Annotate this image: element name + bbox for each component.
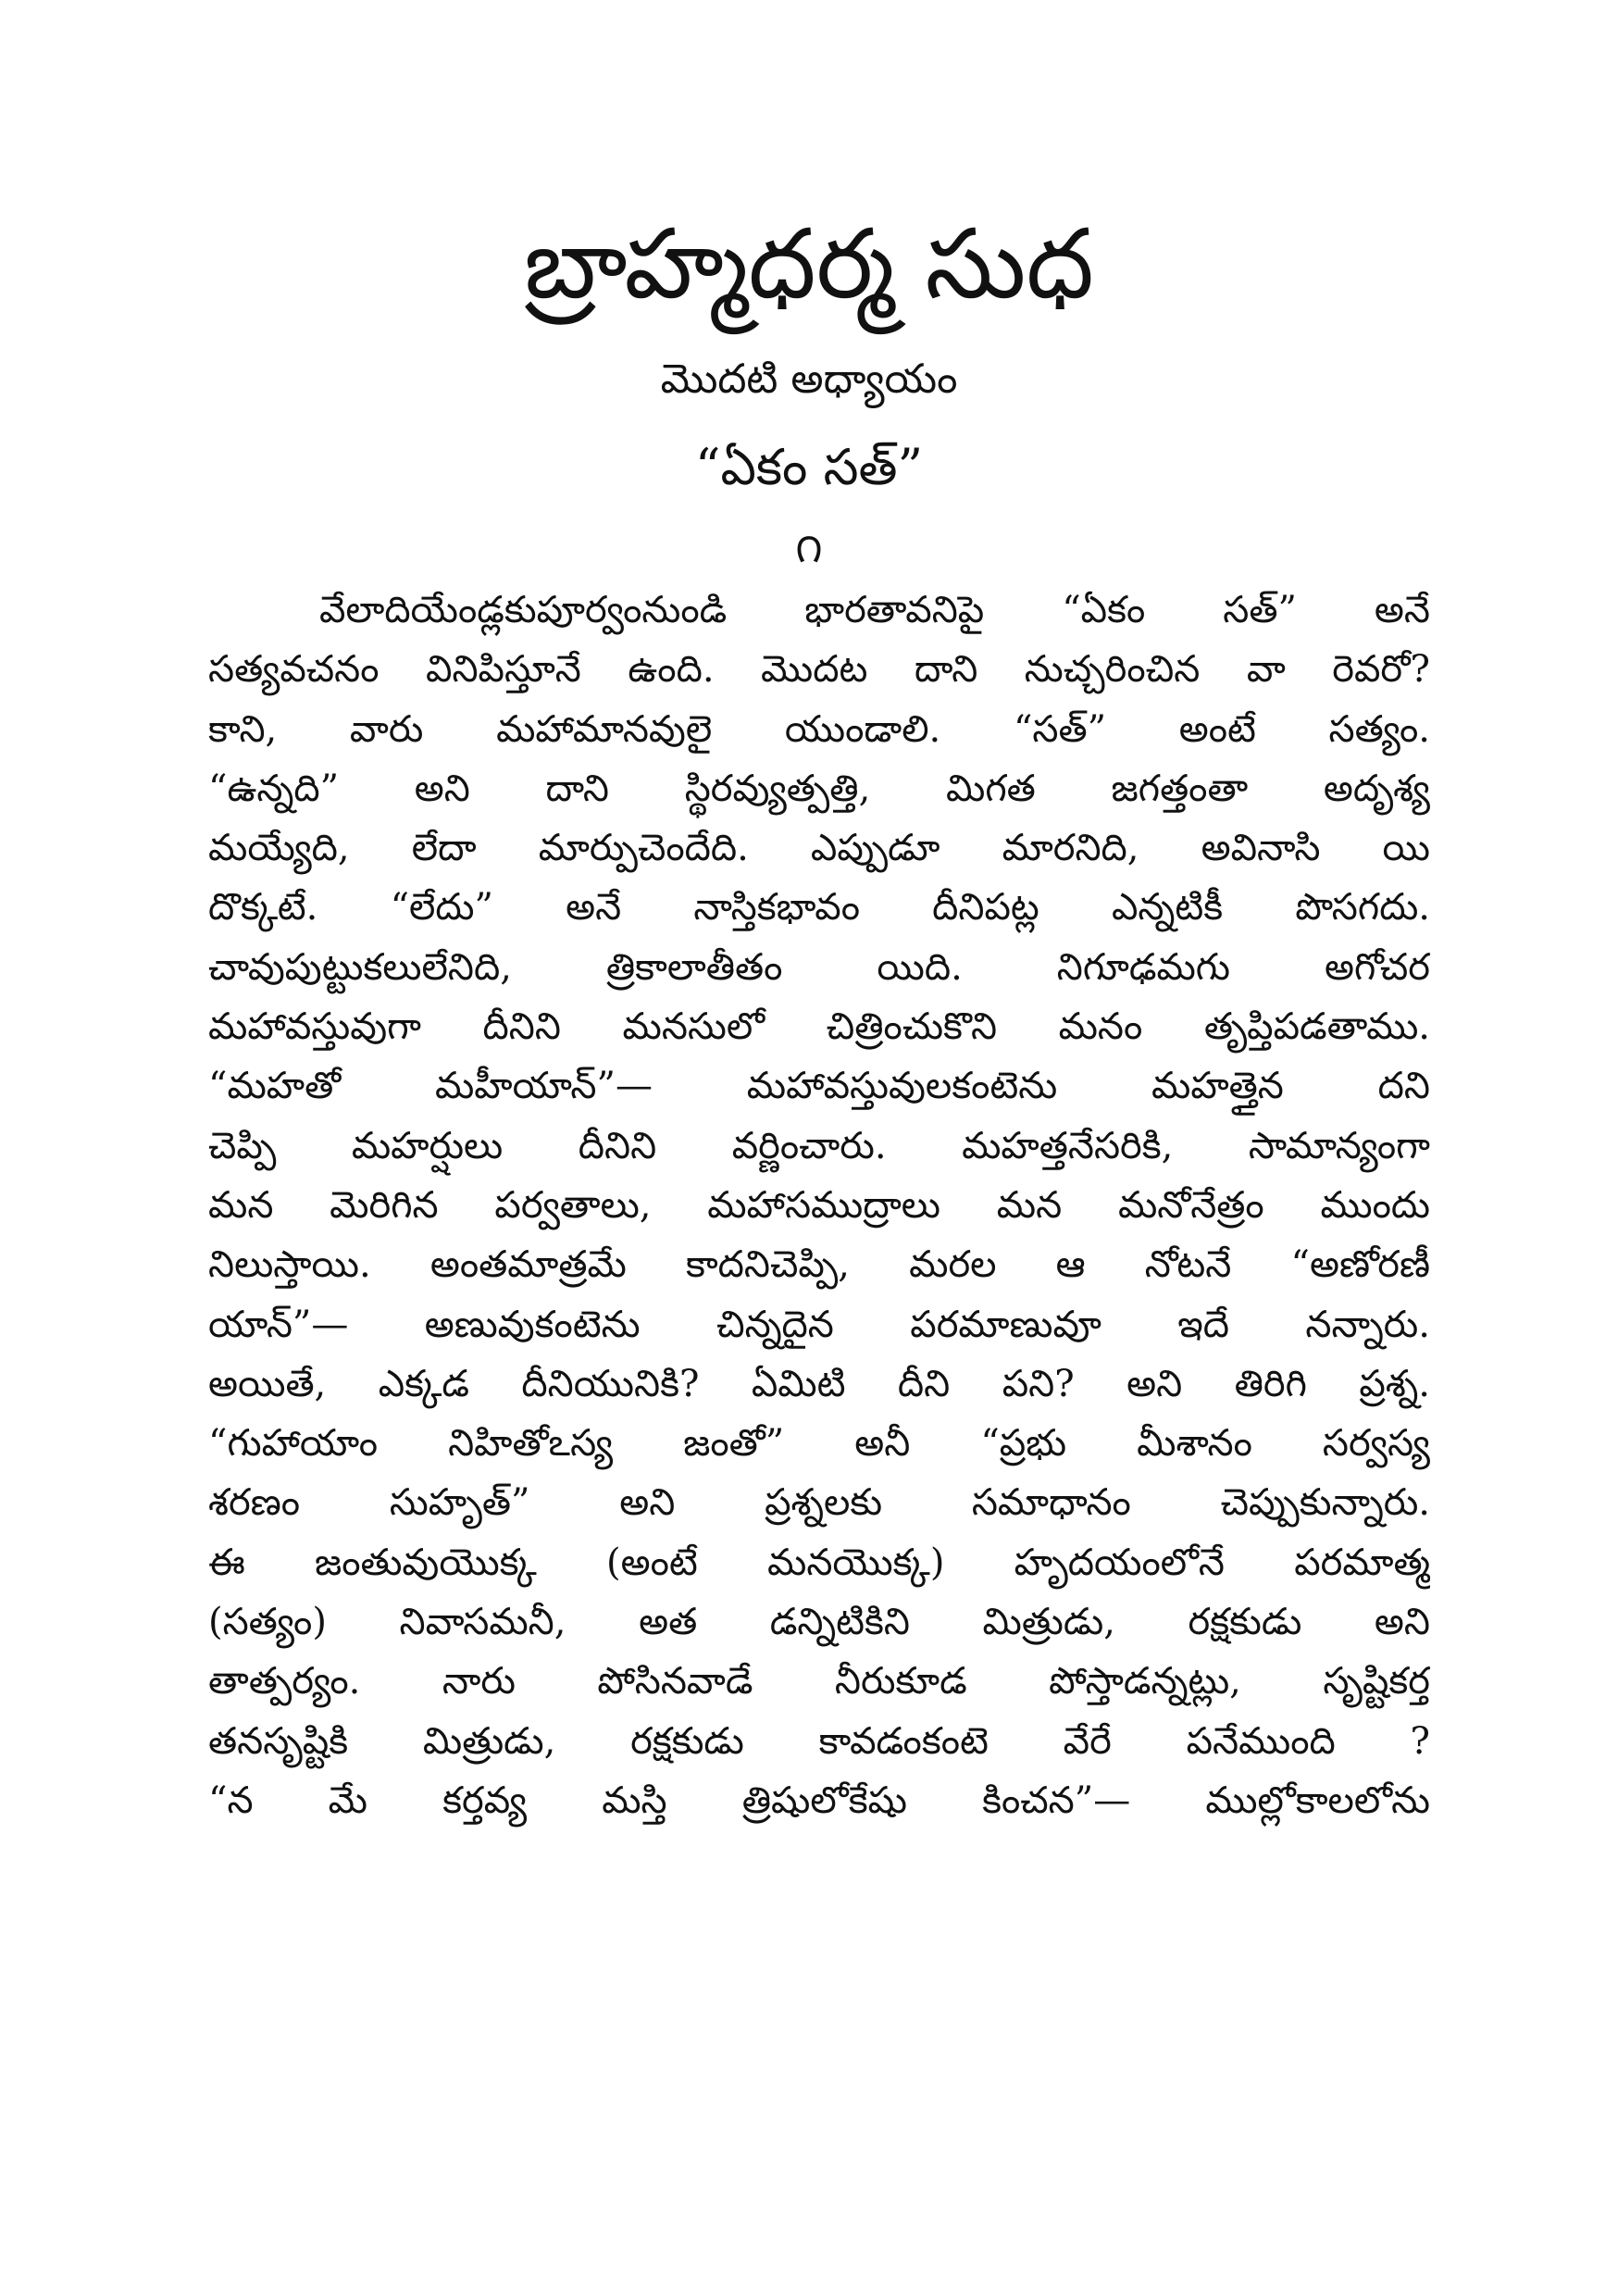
body-line: నిలుస్తాయి. అంతమాత్రమే కాదనిచెప్పి, మరల ఆ నోటనే “అణోరణీ — [208, 1243, 1430, 1287]
body-line: మయ్యేది, లేదా మార్పుచెందేది. ఎప్పుడూ మారనిది, అవినాసి యి — [208, 827, 1430, 870]
body-line: చావుపుట్టుకలులేనిది, త్రికాలాతీతం యిది. నిగూఢమగు అగోచర — [208, 945, 1430, 989]
body-line: (సత్యం) నివాసమనీ, అత డన్నిటికిని మిత్రుడు, రక్షకుడు అని — [208, 1601, 1430, 1644]
chapter-heading: మొదటి అధ్యాయం — [660, 356, 958, 403]
body-line: అయితే, ఎక్కడ దీనియునికి? ఏమిటి దీని పని? అని తిరిగి ప్రశ్న. — [208, 1362, 1430, 1405]
body-line: “ఉన్నది” అని దాని స్థిరవ్యుత్పత్తి, మిగత జగత్తంతా అదృశ్య — [208, 767, 1430, 810]
body-line: వేలాదియేండ్లకుపూర్వంనుండి భారతావనిపై “ఏకం సత్” అనే — [319, 589, 1430, 631]
body-line: శరణం సుహృత్” అని ప్రశ్నలకు సమాధానం చెప్పుకున్నారు. — [208, 1481, 1430, 1525]
body-line: మన మెరిగిన పర్వతాలు, మహాసముద్రాలు మన మనోనేత్రం ముందు — [208, 1183, 1430, 1227]
page-title: బ్రాహ్మధర్మ సుధ — [524, 207, 1094, 320]
body-line: “గుహాయాం నిహితోఽస్య జంతో” అనీ “ప్రభు మీశానం సర్వస్య — [208, 1422, 1430, 1466]
body-line: ఈ జంతువుయొక్క (అంటే మనయొక్క) హృదయంలోనే పరమాత్మ — [208, 1541, 1430, 1584]
body-line: తనసృష్టికి మిత్రుడు, రక్షకుడు కావడంకంటె వేరే పనేముంది ? — [208, 1719, 1430, 1763]
body-line: మహావస్తువుగా దీనిని మనసులో చిత్రించుకొని మనం తృప్తిపడతాము. — [208, 1005, 1430, 1049]
section-number: ౧ — [795, 525, 823, 572]
body-line: “న మే కర్తవ్య మస్తి త్రిషులోకేషు కించన”— ముల్లోకాలలోను — [208, 1778, 1430, 1822]
section-subtitle: “ఏకం సత్” — [694, 438, 924, 496]
body-line: సత్యవచనం వినిపిస్తూనే ఉంది. మొదట దాని నుచ్చరించిన వా రెవరో? — [208, 648, 1430, 692]
body-line: “మహతో మహీయాన్”— మహావస్తువులకంటెను మహత్తైన దని — [208, 1065, 1430, 1108]
body-line: తాత్పర్యం. నారు పోసినవాడే నీరుకూడ పోస్తాడన్నట్లు, సృష్టికర్త — [208, 1660, 1430, 1703]
body-line: చెప్పి మహర్షులు దీనిని వర్ణించారు. మహత్తనేసరికి, సామాన్యంగా — [208, 1124, 1430, 1167]
body-line: కాని, వారు మహామానవులై యుండాలి. “సత్” అంటే సత్యం. — [208, 707, 1430, 751]
body-line: దొక్కటే. “లేదు” అనే నాస్తికభావం దీనిపట్ల ఎన్నటికీ పొసగదు. — [208, 886, 1430, 930]
body-line: యాన్”— అణువుకంటెను చిన్నదైన పరమాణువూ ఇదే నన్నారు. — [208, 1303, 1430, 1346]
body-text — [208, 580, 1430, 1830]
